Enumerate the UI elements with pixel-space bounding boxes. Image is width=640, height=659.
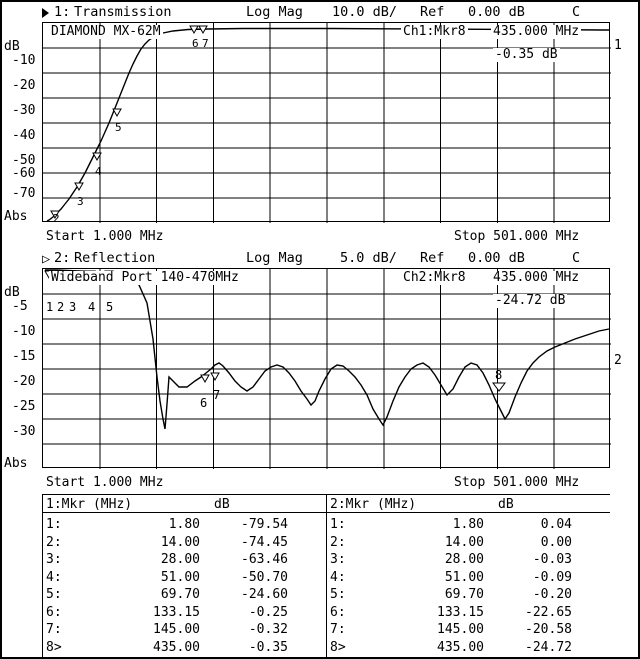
svg-text:2: 2 [57, 300, 65, 314]
marker-row-index: 7: [330, 622, 346, 637]
ch1-start-label: Start 1.000 MHz [46, 229, 164, 244]
marker-row-frequency: 435.00 [153, 639, 200, 655]
table-right-header-freq: 2:Mkr (MHz) [330, 497, 417, 512]
ch2-marker-value: -24.72 dB [495, 293, 566, 308]
ch1-ytick-3: -40 [12, 128, 36, 143]
marker-row-index: 6: [46, 604, 62, 620]
ch1-prefix: 1: [54, 4, 71, 20]
marker-row-ch2-db: -0.20 [532, 587, 572, 602]
svg-text:4: 4 [88, 300, 96, 314]
ch2-ytick-0: -5 [12, 299, 28, 314]
marker-row-ch1-db: -74.45 [241, 534, 288, 550]
ch2-ref-value: 0.00 dB [468, 250, 525, 266]
ch1-scale: 10.0 dB/ [332, 4, 398, 20]
marker-row-ch1-db: -0.32 [248, 622, 288, 637]
ch1-sweep-mode: C [572, 4, 581, 20]
ch2-device-label: Wideband Port 140-470MHz [51, 270, 239, 285]
svg-text:1: 1 [46, 300, 54, 314]
ch1-ytick-4: -50 [12, 153, 36, 168]
marker-row-index: 3: [46, 552, 62, 567]
svg-text:5: 5 [115, 121, 122, 134]
ch2-ytick-4: -25 [12, 399, 36, 414]
ch2-scale: 5.0 dB/ [340, 250, 397, 266]
marker-row-frequency: 69.70 [160, 587, 200, 602]
marker-row-frequency: 28.00 [160, 552, 200, 567]
marker-row-index: 4: [330, 569, 346, 585]
table-left-header-db: dB [214, 497, 230, 512]
marker-row-ch2-db: -0.03 [532, 552, 572, 567]
table-left-rule [42, 494, 43, 659]
marker-row-frequency: 133.15 [437, 604, 484, 620]
marker-row-index: 8> [330, 639, 346, 655]
ch1-y-axis-label: dB [4, 39, 20, 54]
ch1-format: Log Mag [246, 4, 303, 20]
marker-row-index: 2: [330, 534, 346, 550]
marker-row-ch2-db: -24.72 [525, 639, 572, 655]
ch1-ref-label: Ref [420, 4, 445, 20]
marker-row-index: 3: [330, 552, 346, 567]
marker-row-index: 6: [330, 604, 346, 620]
ch2-sweep-mode: C [572, 250, 581, 266]
marker-row-frequency: 14.00 [160, 534, 200, 550]
ch2-ref-label: Ref [420, 250, 445, 266]
marker-row-ch1-db: -79.54 [241, 517, 288, 532]
marker-row-ch1-db: -0.35 [248, 639, 288, 655]
marker-row-index: 4: [46, 569, 62, 585]
svg-text:6: 6 [192, 37, 199, 50]
ch2-marker-freq: 435.000 MHz [493, 270, 580, 285]
svg-text:8: 8 [495, 368, 503, 382]
ch1-trace-number: 1 [614, 38, 622, 53]
ch1-ytick-2: -30 [12, 103, 36, 118]
ch2-abs-label: Abs [4, 456, 28, 471]
marker-row-frequency: 1.80 [168, 517, 200, 532]
ch2-trace-number: 2 [614, 353, 622, 368]
ch2-active-marker: ▷ [42, 251, 51, 267]
ch2-marker-channel: Ch2:Mkr8 [403, 270, 466, 285]
svg-text:7: 7 [202, 37, 209, 50]
ch1-ytick-5: -60 [12, 166, 36, 181]
ch1-marker-freq: 435.000 MHz [493, 24, 580, 39]
ch2-prefix: 2: [54, 250, 71, 266]
ch1-title: Transmission [74, 4, 172, 20]
ch1-stop-label: Stop 501.000 MHz [454, 229, 580, 244]
ch2-ytick-2: -15 [12, 349, 36, 364]
svg-text:5: 5 [106, 300, 114, 314]
ch2-ytick-3: -20 [12, 374, 36, 389]
marker-row-frequency: 435.00 [437, 639, 484, 655]
svg-text:4: 4 [95, 165, 102, 178]
marker-row-ch1-db: -0.25 [248, 604, 288, 620]
ch1-active-marker [42, 6, 49, 20]
ch2-title: Reflection [74, 250, 156, 266]
marker-row-ch2-db: 0.04 [540, 517, 572, 532]
marker-row-ch1-db: -63.46 [241, 552, 288, 567]
marker-row-ch2-db: -0.09 [532, 569, 572, 585]
marker-row-index: 5: [330, 587, 346, 602]
marker-row-ch2-db: 0.00 [540, 534, 572, 550]
marker-row-index: 1: [46, 517, 62, 532]
table-left-header-freq: 1:Mkr (MHz) [46, 497, 133, 512]
ch1-ytick-6: -70 [12, 186, 36, 201]
svg-text:3: 3 [69, 300, 77, 314]
ch2-ytick-5: -30 [12, 424, 36, 439]
ch1-marker-channel: Ch1:Mkr8 [403, 24, 466, 39]
marker-row-index: 7: [46, 622, 62, 637]
ch2-stop-label: Stop 501.000 MHz [454, 475, 580, 490]
marker-row-ch1-db: -50.70 [241, 569, 288, 585]
marker-row-frequency: 28.00 [444, 552, 484, 567]
svg-text:2: 2 [53, 212, 60, 225]
ch1-device-label: DIAMOND MX-62M [51, 24, 161, 39]
marker-row-frequency: 145.00 [437, 622, 484, 637]
ch2-plot-area [42, 268, 610, 468]
ch2-start-label: Start 1.000 MHz [46, 475, 164, 490]
marker-row-ch2-db: -20.58 [525, 622, 572, 637]
marker-row-ch2-db: -22.65 [525, 604, 572, 620]
marker-row-ch1-db: -24.60 [241, 587, 288, 602]
ch1-plot-area [42, 22, 610, 225]
marker-row-frequency: 51.00 [444, 569, 484, 585]
ch2-ytick-1: -10 [12, 324, 36, 339]
ch1-abs-label: Abs [4, 209, 28, 224]
marker-row-frequency: 69.70 [444, 587, 484, 602]
table-mid-rule [326, 494, 327, 659]
marker-row-frequency: 14.00 [444, 534, 484, 550]
marker-row-index: 1: [330, 517, 346, 532]
svg-text:3: 3 [77, 195, 84, 208]
marker-row-frequency: 1.80 [452, 517, 484, 532]
ch1-ytick-1: -20 [12, 78, 36, 93]
marker-row-frequency: 145.00 [153, 622, 200, 637]
ch1-ref-value: 0.00 dB [468, 4, 525, 20]
marker-row-index: 2: [46, 534, 62, 550]
marker-row-frequency: 51.00 [160, 569, 200, 585]
ch2-format: Log Mag [246, 250, 303, 266]
svg-text:6: 6 [200, 396, 208, 410]
svg-text:7: 7 [213, 388, 221, 402]
marker-row-index: 5: [46, 587, 62, 602]
ch1-ytick-0: -10 [12, 53, 36, 68]
table-right-header-db: dB [498, 497, 514, 512]
ch1-marker-value: -0.35 dB [495, 47, 558, 62]
ch2-y-axis-label: dB [4, 285, 20, 300]
marker-row-frequency: 133.15 [153, 604, 200, 620]
marker-row-index: 8> [46, 639, 62, 655]
play-triangle-icon [42, 8, 49, 18]
